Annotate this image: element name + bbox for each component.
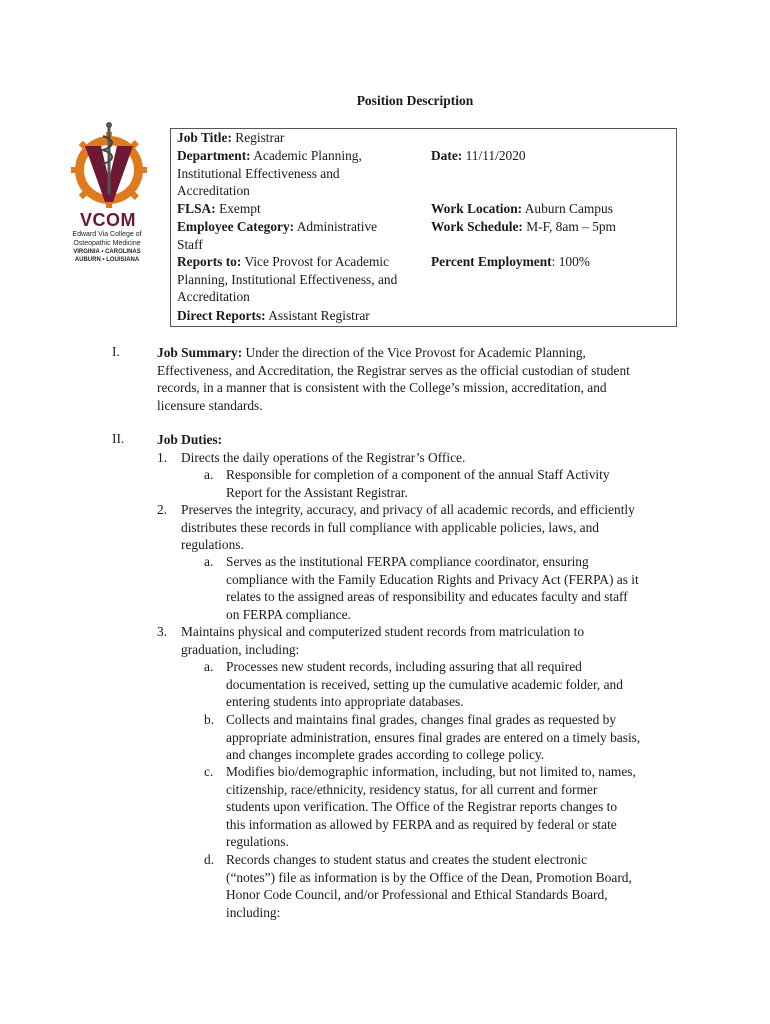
job-title-label: Job Title: (177, 130, 232, 145)
duty-3d-letter: d. (204, 852, 215, 867)
job-summary-line2: Effectiveness, and Accreditation, the Registrar serves as the official custodian of student (157, 362, 630, 378)
duty-2-line3: regulations. (181, 537, 244, 552)
duty-3c-letter: c. (204, 764, 214, 779)
reports-to-value-line2: Planning, Institutional Effectiveness, and (177, 271, 398, 287)
date-label: Date: (431, 148, 463, 163)
logo-emblem-icon (69, 122, 149, 212)
duty-3b-line3: and changes incomplete grades according to college policy. (226, 747, 545, 762)
direct-reports-label: Direct Reports: (177, 308, 266, 323)
duty-3-line1: Maintains physical and computerized student records from matriculation to (181, 624, 585, 639)
flsa-label: FLSA: (177, 201, 216, 216)
duty-3d-line2: (“notes”) file as information is by the Office of the Dean, Promotion Board, (226, 869, 632, 885)
job-summary-line3: records, in a manner that is consistent with the College’s mission, accreditation, and (157, 380, 607, 395)
employee-category-cell (177, 218, 422, 253)
duty-3c-line5: regulations. (226, 834, 289, 849)
duty-2a-line1: Serves as the institutional FERPA compliance coordinator, ensuring (226, 554, 589, 569)
percent-employment-cell (431, 253, 590, 271)
duty-3c-line1: Modifies bio/demographic information, including, but not limited to, names, (226, 764, 636, 779)
employee-category-value-line2: Staff (177, 236, 203, 252)
job-duties-heading (157, 431, 677, 449)
duty-2a-letter: a. (204, 554, 214, 569)
duty-3a-letter: a. (204, 659, 214, 674)
work-schedule-label: Work Schedule: (431, 219, 523, 234)
department-value-line1: Academic Planning, (253, 148, 362, 163)
department-label: Department: (177, 148, 251, 163)
duty-1a-line1: Responsible for completion of a component of the annual Staff Activity (226, 467, 610, 482)
duty-3-line2: graduation, including: (181, 641, 300, 657)
duty-1a-letter: a. (204, 467, 214, 482)
duty-3-number: 3. (157, 624, 168, 639)
duty-2-number: 2. (157, 502, 168, 517)
duty-3d-line1: Records changes to student status and creates the student electronic (226, 852, 588, 867)
percent-employment-value: 100% (558, 254, 590, 269)
duty-1-line1: Directs the daily operations of the Registrar’s Office. (181, 450, 466, 465)
duty-2-line2: distributes these records in full compliance with applicable policies, laws, and (181, 519, 599, 535)
work-location-value: Auburn Campus (524, 201, 613, 216)
duty-2a-line2: compliance with the Family Education Rights and Privacy Act (FERPA) as it (226, 571, 639, 587)
duty-2a-line3: relates to the assigned areas of responsibility and educates faculty and staff (226, 589, 628, 604)
duty-3a-line2: documentation is received, setting up the cumulative academic folder, and (226, 676, 623, 692)
position-info-table (170, 128, 677, 327)
job-summary-line4: licensure standards. (157, 397, 263, 413)
reports-to-cell (177, 253, 427, 306)
work-schedule-cell (431, 218, 616, 236)
duty-3b-letter: b. (204, 712, 215, 727)
employee-category-value-line1: Administrative (296, 219, 378, 234)
duty-1-number: 1. (157, 450, 168, 465)
logo-states: VIRGINIA • CAROLINAS AUBURN • LOUISIANA (73, 249, 141, 263)
duty-3c-line4: this information as allowed by FERPA and as required by federal or state (226, 816, 617, 832)
flsa-cell (177, 200, 261, 218)
flsa-value: Exempt (219, 201, 261, 216)
duty-3b-line1: Collects and maintains final grades, changes final grades as requested by (226, 712, 617, 727)
job-summary-section (157, 344, 677, 414)
employee-category-label: Employee Category: (177, 219, 295, 234)
duties-numeral: II. (112, 431, 125, 446)
duty-3a-line1: Processes new student records, including assuring that all required (226, 659, 582, 674)
percent-employment-label: Percent Employment (431, 254, 552, 269)
duty-3c-line2: citizenship, race/ethnicity, residency status, for all current and former (226, 781, 598, 797)
work-location-cell (431, 200, 613, 218)
duty-3c-line3: students upon verification. The Office of the Registrar reports changes to (226, 799, 618, 814)
duty-2a-line4: on FERPA compliance. (226, 606, 351, 622)
duty-3d-line3: Honor Code Council, and/or Professional and Ethical Standards Board, (226, 887, 608, 902)
duty-3b-line2: appropriate administration, ensures final grades are entered on a timely basis, (226, 729, 641, 745)
direct-reports-value: Assistant Registrar (268, 308, 370, 323)
department-cell (177, 147, 422, 200)
direct-reports-cell (177, 307, 370, 325)
job-summary-line1: Under the direction of the Vice Provost for Academic Planning, (245, 345, 586, 360)
percent-employment-colon: : (551, 254, 556, 269)
work-schedule-value: M-F, 8am – 5pm (526, 219, 616, 234)
logo-wordmark: VCOM (80, 210, 136, 230)
department-value-line2: Institutional Effectiveness and (177, 165, 340, 181)
duty-3d-line4: including: (226, 904, 281, 920)
duty-2-line1: Preserves the integrity, accuracy, and privacy of all academic records, and efficiently (181, 502, 635, 517)
department-value-line3: Accreditation (177, 183, 250, 198)
job-title-row (177, 129, 284, 147)
reports-to-label: Reports to: (177, 254, 242, 269)
job-summary-label: Job Summary: (157, 345, 243, 360)
duty-3a-line3: entering students into appropriate databases. (226, 694, 464, 709)
page-title: Position Description (356, 93, 474, 108)
summary-numeral: I. (112, 344, 120, 359)
reports-to-value-line1: Vice Provost for Academic (244, 254, 390, 269)
date-value: 11/11/2020 (465, 148, 526, 163)
duty-1a-line2: Report for the Assistant Registrar. (226, 484, 408, 500)
job-title-value: Registrar (235, 130, 285, 145)
reports-to-value-line3: Accreditation (177, 289, 250, 304)
staff-icon (108, 124, 111, 194)
logo-college-name: Edward Via College of Osteopathic Medicine (72, 231, 142, 247)
work-location-label: Work Location: (431, 201, 523, 216)
job-duties-label: Job Duties: (157, 432, 223, 447)
vcom-logo (66, 122, 154, 262)
date-cell (431, 147, 526, 165)
